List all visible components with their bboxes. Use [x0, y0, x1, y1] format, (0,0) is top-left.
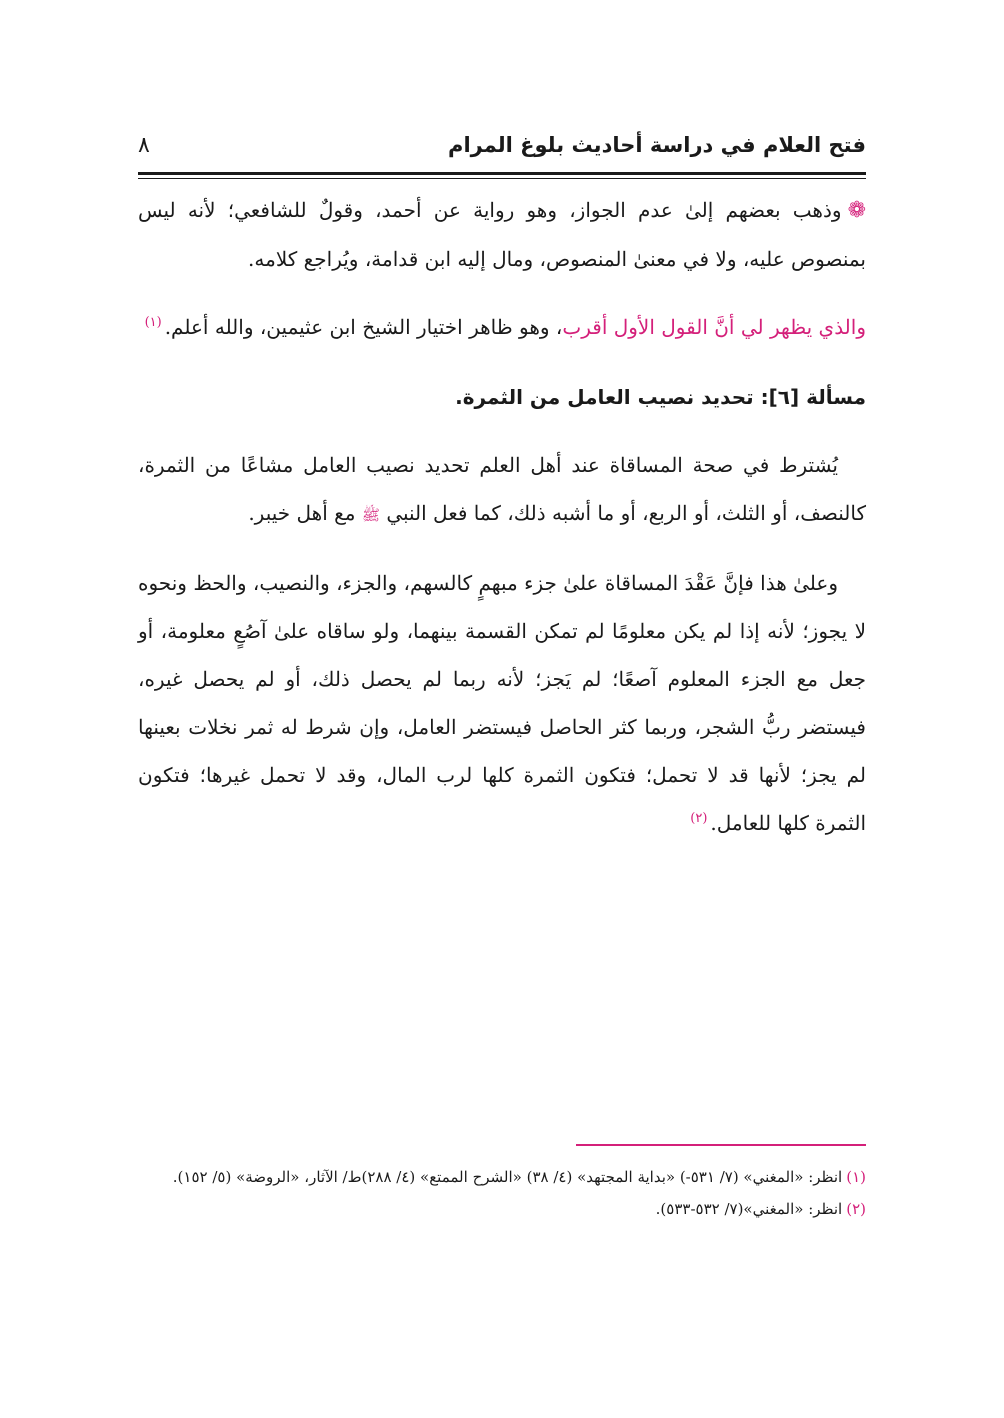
flower-ornament-icon: ❁	[847, 198, 866, 223]
footnote-separator	[576, 1144, 866, 1146]
main-text	[138, 186, 866, 847]
issue-title: تحديد نصيب العامل من الثمرة.	[455, 385, 754, 409]
paragraph-4	[138, 559, 866, 847]
paragraph-1	[138, 186, 866, 283]
footnote-1-text: انظر: «المغني» (٧/ ٥٣١-) «بداية المجتهد» (٤/ ٣٨) «الشرح الممتع» (٤/ ٢٨٨)ط/ الآثار، «الروضة» (٥/ ١٥٢).	[172, 1168, 843, 1186]
paragraph-2	[138, 303, 866, 351]
paragraph-2-text: ، وهو ظاهر اختيار الشيخ ابن عثيمين، والله أعلم.	[164, 315, 563, 339]
header-rule-thin	[138, 178, 866, 179]
issue-label: مسألة [٦]:	[760, 385, 866, 409]
paragraph-3-text-b: مع أهل خيبر.	[248, 501, 356, 525]
issue-heading	[138, 373, 866, 421]
footnote-ref-1[interactable]: (١)	[144, 315, 162, 331]
paragraph-4-text: وعلىٰ هذا فإنَّ عَقْدَ المساقاة علىٰ جزء مبهمٍ كالسهم، والجزء، والنصيب، والحظ ونحوه لا يجوز؛ لأنه إذا لم يكن معلومًا لم تمكن القسمة بينهما، ولو ساقاه علىٰ آصُعٍ معلومة، أو جعل مع الجزء المعلوم آصعًا؛ لم يَجز؛ لأنه ربما لم يحصل ذلك، أو لم يحصل غيره، فيستضر ربُّ الشجر، وربما كثر الحاصل فيستضر العامل، وإن شرط له ثمر نخلات بعينها لم يجز؛ لأنها قد لا تحمل؛ فتكون الثمرة كلها لرب المال، وقد لا تحمل غيرها؛ فتكون الثمرة كلها للعامل.	[138, 571, 866, 835]
pbuh-glyph: ﷺ	[361, 506, 380, 524]
running-title: فتح العلام في دراسة أحاديث بلوغ المرام	[448, 133, 866, 157]
page-header	[138, 120, 866, 170]
footnote-ref-2[interactable]: (٢)	[690, 811, 708, 827]
footnote-2	[138, 1194, 866, 1224]
footnotes	[138, 1162, 866, 1226]
header-rule-thick	[138, 172, 866, 175]
page-number: ٨	[138, 132, 150, 158]
footnote-2-text: انظر: «المغني»(٧/ ٥٣٢-٥٣٣).	[655, 1200, 843, 1218]
footnote-1	[138, 1162, 866, 1192]
paragraph-3	[138, 441, 866, 539]
paragraph-1-text: وذهب بعضهم إلىٰ عدم الجواز، وهو رواية عن أحمد، وقولٌ للشافعي؛ لأنه ليس بمنصوص عليه، ولا في معنىٰ المنصوص، ومال إليه ابن قدامة، ويُراجع كلامه.	[138, 198, 866, 271]
footnote-2-number: (٢)	[846, 1200, 866, 1218]
preferred-opinion-highlight: والذي يظهر لي أنَّ القول الأول أقرب	[562, 315, 866, 339]
paragraph-3-text-a: يُشترط في صحة المساقاة عند أهل العلم تحديد نصيب العامل مشاعًا من الثمرة، كالنصف، أو الثلث، أو الربع، أو ما أشبه ذلك، كما فعل النبي	[138, 453, 866, 525]
footnote-1-number: (١)	[846, 1168, 866, 1186]
